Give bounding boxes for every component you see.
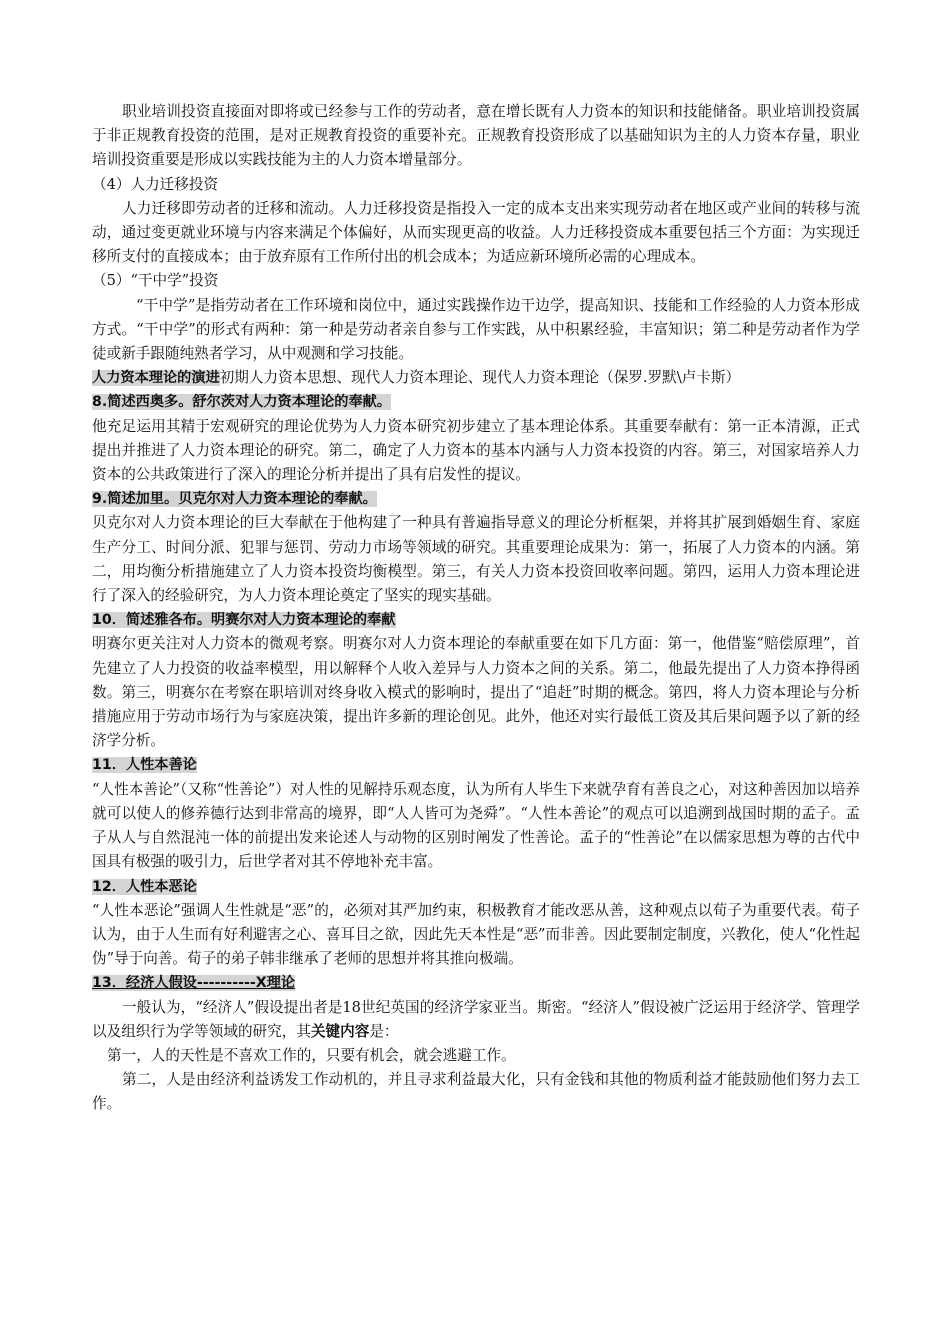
question-11	[92, 753, 860, 777]
question-8-heading: 8.简述西奥多。舒尔茨对人力资本理论的奉献。	[92, 394, 392, 411]
answer-10: 明赛尔更关注对人力资本的微观考察。明赛尔对人力资本理论的奉献重要在如下几方面：第一，他借鉴“赔偿原理”，首先建立了人力投资的收益率模型，用以解释个人收入差异与人力资本之间的关系。第二，他最先提出了人力资本挣得函数。第三，明赛尔在考察在职培训对终身收入模式的影响时，提出了“追赶”时期的概念。第四，将人力资本理论与分析措施应用于劳动市场行为与家庭决策，提出许多新的理论创见。此外，他还对实行最低工资及其后果问题予以了新的经济学分析。	[92, 635, 860, 750]
question-9	[92, 487, 860, 511]
answer-13-pre: 一般认为，“经济人”假设提出者是18世纪英国的经济学家亚当。斯密。“经济人”假设被广泛运用于经济学、管理学以及组织行为学等领域的研究，其	[92, 998, 860, 1040]
heading-migration-investment: （4）人力迁移投资	[92, 175, 219, 193]
paragraph-migration: 人力迁移即劳动者的迁移和流动。人力迁移投资是指投入一定的成本支出来实现劳动者在地区或产业间的转移与流动，通过变更就业环境与内容来满足个体偏好，从而实现更高的收益。人力迁移投资成本重要包括三个方面：为实现迁移所支付的直接成本；由于放弃原有工作所付出的机会成本；为适应新环境所必需的心理成本。	[92, 199, 860, 266]
answer-13-post: 是：	[369, 1022, 399, 1040]
answer-13-intro	[92, 996, 860, 1044]
answer-13-point-1: 第一，人的天性是不喜欢工作的，只要有机会，就会逃避工作。	[107, 1046, 516, 1064]
question-8	[92, 390, 860, 414]
answer-8: 他充足运用其精于宏观研究的理论优势为人力资本研究初步建立了基本理论体系。其重要奉献有：第一正本清源，正式提出并推进了人力资本理论的研究。第二，确定了人力资本的基本内涵与人力资本投资的内容。第三，对国家培养人力资本的公共政策进行了深入的理论分析并提出了具有启发性的提议。	[92, 417, 860, 484]
question-12-heading: 12．人性本恶论	[92, 878, 197, 895]
question-10	[92, 608, 860, 632]
document-page	[92, 100, 860, 1117]
answer-13-point-2: 第二，人是由经济利益诱发工作动机的，并且寻求利益最大化，只有金钱和其他的物质利益才能鼓励他们努力去工作。	[92, 1071, 860, 1113]
question-12	[92, 875, 860, 899]
heading-learning-by-doing: （5）“干中学”投资	[92, 272, 219, 290]
answer-13-key-content: 关键内容	[310, 1022, 370, 1040]
paragraph-theory-evolution	[92, 366, 860, 390]
question-9-heading: 9.简述加里。贝克尔对人力资本理论的奉献。	[92, 491, 377, 508]
theory-evolution-label: 人力资本理论的演进	[92, 370, 220, 387]
paragraph-learning-by-doing: “干中学”是指劳动者在工作环境和岗位中，通过实践操作边干边学，提高知识、技能和工作经验的人力资本形成方式。“干中学”的形式有两种：第一种是劳动者亲自参与工作实践，从中积累经验，丰富知识；第二种是劳动者作为学徒或新手跟随纯熟者学习，从中观测和学习技能。	[92, 296, 860, 363]
question-13-heading: 13．经济人假设----------X理论	[92, 975, 296, 992]
answer-12: “人性本恶论”强调人生性就是“恶”的，必须对其严加约束，积极教育才能改恶从善，这种观点以荀子为重要代表。荀子认为，由于人生而有好利避害之心、喜耳目之欲，因此先天本性是“恶”而非善。因此要制定制度，兴教化，使人“化性起伪”导于向善。荀子的弟子韩非继承了老师的思想并将其推向极端。	[92, 901, 860, 968]
theory-evolution-text: 初期人力资本思想、现代人力资本理论、现代人力资本理论（保罗.罗默\卢卡斯）	[219, 369, 741, 387]
question-13	[92, 971, 860, 995]
paragraph-vocational-training: 职业培训投资直接面对即将或已经参与工作的劳动者，意在增长既有人力资本的知识和技能储备。职业培训投资属于非正规教育投资的范围，是对正规教育投资的重要补充。正规教育投资形成了以基础知识为主的人力资本存量，职业培训投资重要是形成以实践技能为主的人力资本增量部分。	[92, 103, 860, 169]
answer-11: “人性本善论”（又称“性善论”）对人性的见解持乐观态度，认为所有人毕生下来就孕育有善良之心，对这种善因加以培养就可以使人的修养德行达到非常高的境界，即“人人皆可为尧舜”。“人性本善论”的观点可以追溯到战国时期的孟子。孟子从人与自然混沌一体的前提出发来论述人与动物的区别时阐发了性善论。孟子的“性善论”在以儒家思想为尊的古代中国具有极强的吸引力，后世学者对其不停地补充丰富。	[92, 780, 860, 871]
question-10-heading: 10．简述雅各布。明赛尔对人力资本理论的奉献	[92, 612, 396, 629]
answer-9: 贝克尔对人力资本理论的巨大奉献在于他构建了一种具有普遍指导意义的理论分析框架，并将其扩展到婚姻生育、家庭生产分工、时间分派、犯罪与惩罚、劳动力市场等领域的研究。其重要理论成果为：第一，拓展了人力资本的内涵。第二，用均衡分析措施建立了人力资本投资均衡模型。第三，有关人力资本投资回收率问题。第四，运用人力资本理论进行了深入的经验研究，为人力资本理论奠定了坚实的现实基础。	[92, 514, 860, 605]
question-11-heading: 11．人性本善论	[92, 757, 197, 774]
